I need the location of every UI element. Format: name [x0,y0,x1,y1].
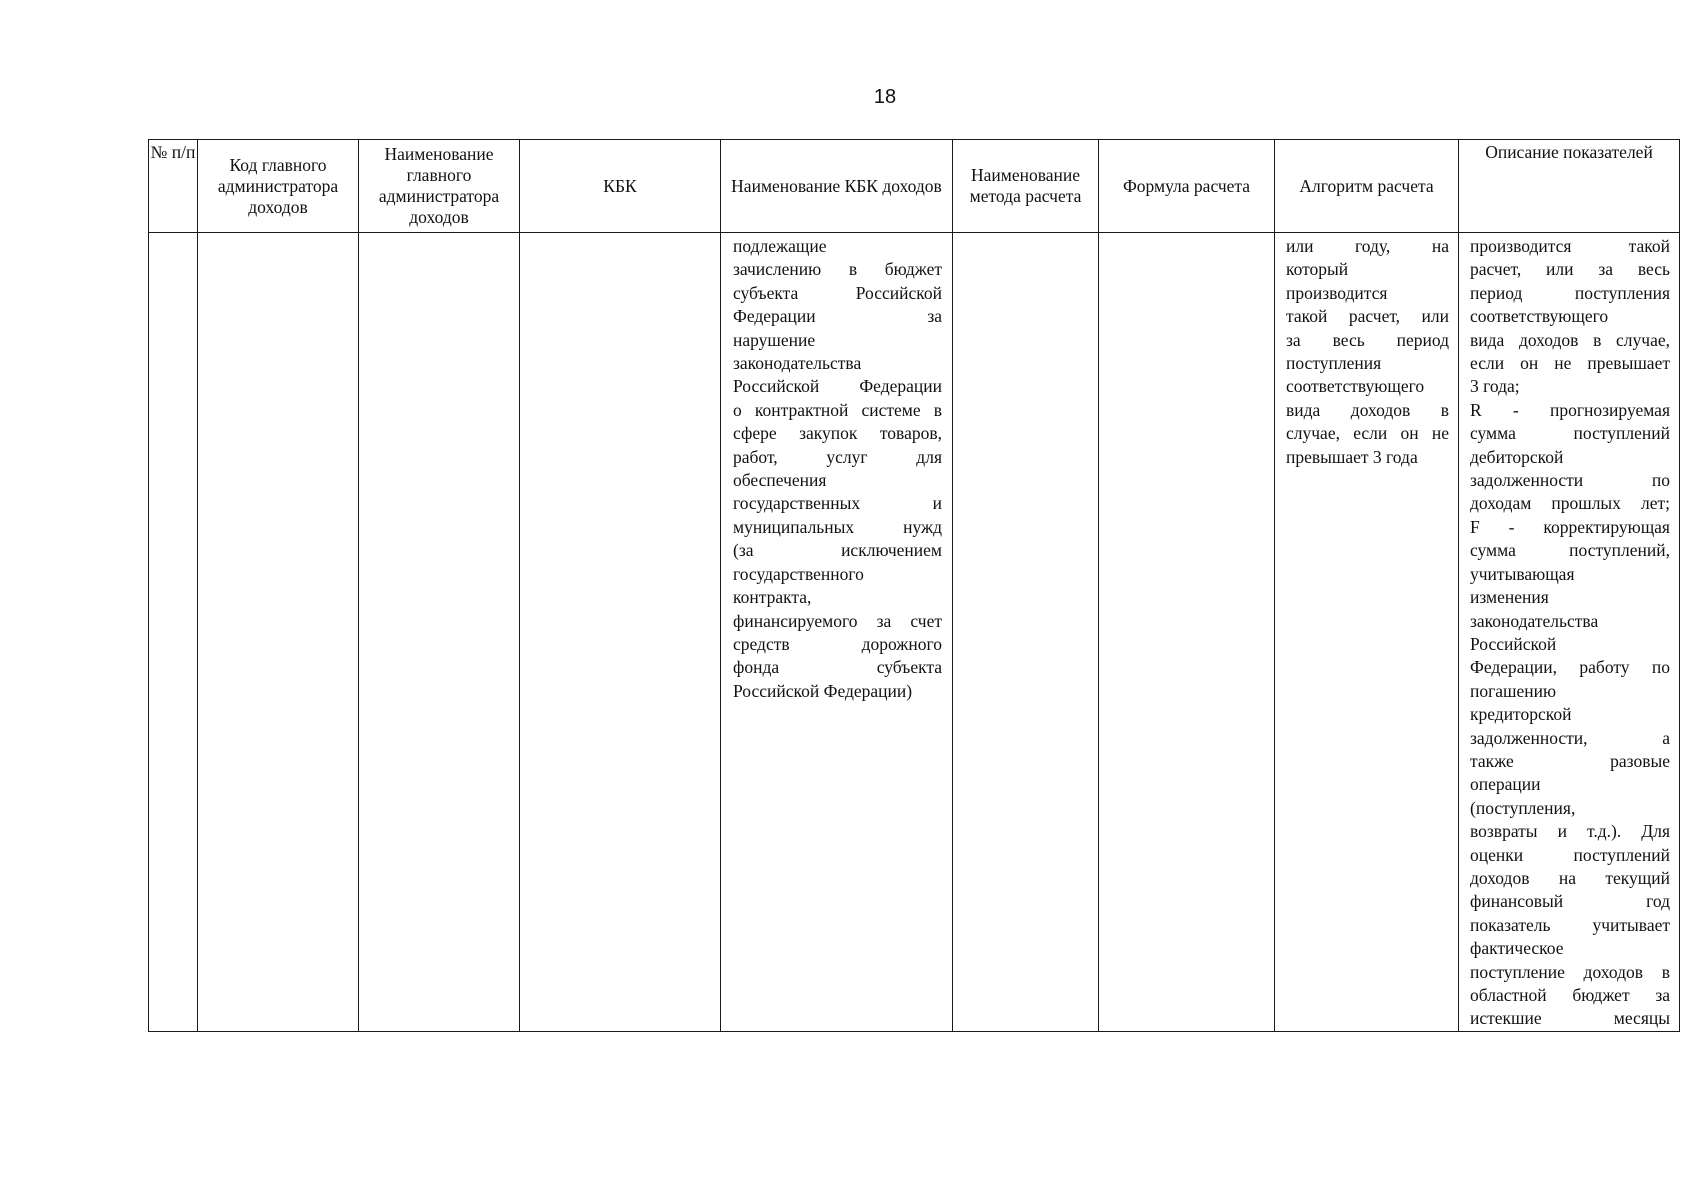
indicators-line: производится такой [1470,236,1670,256]
revenue-forecast-table [148,139,1680,1032]
kbk-name-line: (за исключением [733,540,942,561]
indicators-line: оценки поступлений [1470,844,1670,865]
indicators-line: Федерации, работу по [1470,657,1670,678]
kbk-name-line: нарушение [733,329,816,350]
cell-admin-name [359,233,520,1032]
header-admin-name: Наименование главного администратора доходов [359,140,520,233]
indicators-line: соответствующего [1470,306,1609,327]
algorithm-text [1275,233,1458,469]
kbk-name-text [721,233,952,703]
kbk-name-line: муниципальных нужд [733,516,942,537]
kbk-name-line: субъекта Российской [733,282,942,303]
indicators-line: операции [1470,774,1541,795]
indicators-line: 3 года; [1470,376,1520,397]
kbk-name-line: сфере закупок товаров, [733,423,942,444]
algorithm-line: случае, если он не [1286,423,1449,444]
table-header-row [149,140,1680,233]
header-method-name: Наименование метода расчета [953,140,1099,233]
kbk-name-line: зачислению в бюджет [733,259,942,280]
kbk-name-line: о контрактной системе в [733,399,942,420]
indicators-line: задолженности по [1470,470,1670,491]
cell-indicators [1459,233,1680,1032]
algorithm-line: производится [1286,282,1388,303]
indicators-line: дебиторской [1470,446,1564,467]
indicators-line: погашению [1470,680,1557,701]
indicators-line: расчет, или за весь [1470,259,1670,280]
algorithm-line: поступления [1286,353,1382,374]
indicators-line: областной бюджет за [1470,985,1670,1005]
header-kbk: КБК [520,140,721,233]
table-row [149,233,1680,1032]
algorithm-line: который [1286,259,1349,280]
algorithm-line: соответствующего [1286,376,1425,397]
cell-algorithm [1275,233,1459,1032]
header-indicators: Описание показателей [1459,140,1680,233]
indicators-line: F - корректирующая [1470,516,1670,537]
indicators-line: сумма поступлений [1470,423,1670,444]
indicators-line: если он не превышает [1470,353,1670,374]
cell-formula [1099,233,1275,1032]
indicators-line: изменения [1470,587,1549,608]
kbk-name-line: государственного [733,563,864,584]
indicators-line: R - прогнозируемая [1470,399,1670,420]
indicators-line: период поступления [1470,282,1670,303]
indicators-line: вида доходов в случае, [1470,329,1670,350]
indicators-line: финансовый год [1470,891,1670,912]
header-algorithm: Алгоритм расчета [1275,140,1459,233]
indicators-line: возвраты и т.д.). Для [1470,821,1670,842]
algorithm-line: за весь период [1286,329,1449,350]
indicators-line: законодательства [1470,610,1599,631]
indicators-line: доходам прошлых лет; [1470,493,1670,514]
kbk-name-line: законодательства [733,353,862,374]
kbk-name-line: обеспечения [733,470,827,491]
header-num: № п/п [149,140,198,233]
kbk-name-line: Российской Федерации [733,376,942,397]
kbk-name-line: финансируемого за счет [733,610,942,631]
indicators-line: (поступления, [1470,797,1576,818]
indicators-line: фактическое [1470,938,1564,959]
indicators-line: задолженности, а [1470,727,1670,748]
kbk-name-line: фонда субъекта [733,657,942,678]
header-admin-code: Код главного администратора доходов [198,140,359,233]
header-kbk-name: Наименование КБК доходов [721,140,953,233]
cell-num [149,233,198,1032]
page-number: 18 [873,86,897,108]
indicators-line: истекшие месяцы [1470,1008,1670,1029]
algorithm-line: такой расчет, или [1286,306,1449,327]
indicators-line: также разовые [1470,750,1670,771]
indicators-line: поступление доходов в [1470,961,1670,982]
kbk-name-line: государственных и [733,493,942,514]
cell-method-name [953,233,1099,1032]
kbk-name-line: подлежащие [733,236,827,256]
kbk-name-line: Федерации за [733,306,942,327]
header-formula: Формула расчета [1099,140,1275,233]
indicators-line: сумма поступлений, [1470,540,1670,561]
kbk-name-line: Российской Федерации) [733,680,913,701]
kbk-name-line: средств дорожного [733,633,942,654]
algorithm-line: превышает 3 года [1286,446,1418,467]
kbk-name-line: контракта, [733,587,812,608]
algorithm-line: вида доходов в [1286,399,1449,420]
indicators-line: показатель учитывает [1470,914,1670,935]
kbk-name-line: работ, услуг для [733,446,942,467]
indicators-line: Российской [1470,633,1557,654]
indicators-line: кредиторской [1470,704,1572,725]
cell-admin-code [198,233,359,1032]
algorithm-line: или году, на [1286,236,1449,256]
indicators-line: доходов на текущий [1470,867,1670,888]
indicators-line: учитывающая [1470,563,1575,584]
indicators-text [1459,233,1679,1031]
cell-kbk-name [721,233,953,1032]
cell-kbk [520,233,721,1032]
